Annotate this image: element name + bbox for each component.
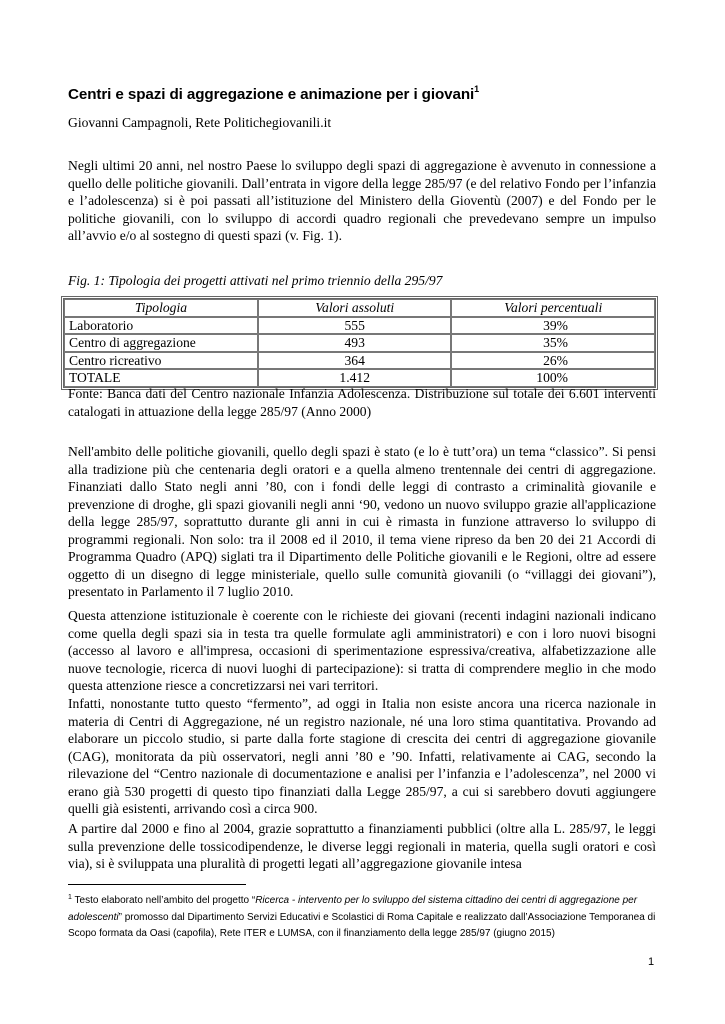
table-row: [64, 334, 655, 352]
paragraph-body: Questa attenzione istituzionale è coerente con le richieste dei giovani (recenti indagini nazionali indicano come quella degli spazi sia in testa tra quelle formulate agli amministratori) e con i loro nuovi bisogni (accesso al lavoro e all'impresa, occasioni di sperimentazione espressiva/creativa, alfabetizzazione alle nuove tecnologie, ricerca di nuovi luoghi di partecipazione): si tratta di comprendere meglio in che modo questa attenzione riesce a concretizzarsi nei vari territori.: [68, 608, 656, 693]
title-text: Centri e spazi di aggregazione e animazione per i giovani: [68, 86, 475, 103]
cell-tipologia: Centro ricreativo: [64, 352, 258, 370]
paragraph-body: A partire dal 2000 e fino al 2004, grazie soprattutto a finanziamenti pubblici (oltre alla L. 285/97, le leggi sulla prevenzione delle tossicodipendenze, le diverse leggi regionali in materia, quella sugli oratori e così via), si è sviluppata una pluralità di progetti legati all’aggregazione giovanile intesa: [68, 821, 656, 871]
header-tipologia: Tipologia: [64, 299, 258, 317]
footnote-rest: ” promosso dal Dipartimento Servizi Educativi e Scolastici di Roma Capitale e realizzato dall’Associazione Temporanea di Scopo formata da Oasi (capofila), Rete ITER e LUMSA, con il finanziamento della legge 285/97 (giugno 2015): [68, 911, 656, 939]
cell-tipologia: Centro di aggregazione: [64, 334, 258, 352]
table-row: [64, 352, 655, 370]
paragraph-body: Nell'ambito delle politiche giovanili, quello degli spazi è stato (e lo è tutt’ora) un tema “classico”. Si pensi alla tradizione più che centenaria degli oratori e a quella almeno trentennale dei centri di aggregazione. Finanziati dallo Stato negli anni ’80, con i fondi delle leggi di contrasto a criminalità giovanile e prevenzione di droghe, gli spazi giovanili negli anni ‘90, vedono un nuovo sviluppo grazie all'applicazione della legge 285/97, soprattutto durante gli anni in cui è rimasta in funzione attraverso lo sviluppo di programmi regionali. Non solo: tra il 2008 ed il 2010, il tema viene ripreso da ben 20 dei 21 Accordi di Programma Quadro (APQ) siglati tra il Dipartimento delle Politiche giovanili e le Regioni, oltre ad essere oggetto di un disegno di legge ministeriale, quello sulle comunità giovanili (o “villaggi dei giovani”), presentato in Parlamento il 7 luglio 2010.: [68, 444, 656, 599]
header-valori-percentuali: Valori percentuali: [451, 299, 655, 317]
cell-valore-percentuale: 39%: [451, 317, 655, 335]
table-row: [64, 317, 655, 335]
table-source: Fonte: Banca dati del Centro nazionale Infanzia Adolescenza. Distribuzione sul totale dei 6.601 interventi catalogati in attuazione della legge 285/97 (Anno 2000): [68, 386, 656, 419]
cell-valore-percentuale: 35%: [451, 334, 655, 352]
paragraph-intro: Negli ultimi 20 anni, nel nostro Paese lo sviluppo degli spazi di aggregazione è avvenuto in connessione a quello delle politiche giovanili. Dall’entrata in vigore della legge 285/97 (e del relativo Fondo per l’infanzia e l’adolescenza) si è poi passati all’istituzione del Ministero della Gioventù (2007) e del Fondo per le politiche giovanili, con lo sviluppo di accordi quadro regionali che prevedevano sempre un impulso all’avvio e/o al sostegno di questi spazi (v. Fig. 1).: [68, 158, 656, 243]
cell-tipologia: TOTALE: [64, 369, 258, 387]
header-valori-assoluti: Valori assoluti: [258, 299, 451, 317]
table-header-row: [64, 299, 655, 317]
footnote-marker: 1: [68, 894, 72, 901]
cell-valore-assoluto: 493: [258, 334, 451, 352]
figure-caption: Fig. 1: Tipologia dei progetti attivati nel primo triennio della 295/97: [68, 273, 443, 288]
paragraph-body: Infatti, nonostante tutto questo “fermento”, ad oggi in Italia non esiste ancora una ricerca nazionale in materia di Centri di Aggregazione, né un registro nazionale, né una loro stima quantitativa. Provando ad elaborare un piccolo studio, si parte dalla forte stagione di crescita dei centri di aggregazione giovanile (CAG), monitorata da più osservatori, negli anni ’80 e ’90. Infatti, relativamente ai CAG, secondo la rilevazione del “Centro nazionale di documentazione e analisi per l’infanzia e l’adolescenza”, nel 2000 vi erano già 530 progetti di questo tipo finanziati dalla Legge 285/97, a cui si sarebbero dovuti aggiungere quelli già esistenti, arrivando così a circa 900.: [68, 696, 656, 816]
footnote-project-title: Ricerca - intervento per lo sviluppo del sistema cittadino dei centri di aggregazione per adolescenti: [68, 895, 638, 923]
title-footnote-marker: 1: [474, 84, 480, 94]
cell-valore-percentuale: 100%: [451, 369, 655, 387]
cell-valore-assoluto: 555: [258, 317, 451, 335]
cell-valore-assoluto: 1.412: [258, 369, 451, 387]
cell-valore-assoluto: 364: [258, 352, 451, 370]
author-line: Giovanni Campagnoli, Rete Politichegiovanili.it: [68, 115, 332, 130]
document-title: [68, 86, 656, 103]
page-number: 1: [648, 956, 655, 968]
footnote: [68, 893, 656, 943]
data-table: [61, 296, 658, 390]
footnote-divider: [68, 884, 246, 885]
cell-tipologia: Laboratorio: [64, 317, 258, 335]
cell-valore-percentuale: 26%: [451, 352, 655, 370]
footnote-lead: Testo elaborato nell’ambito del progetto “: [74, 895, 256, 906]
